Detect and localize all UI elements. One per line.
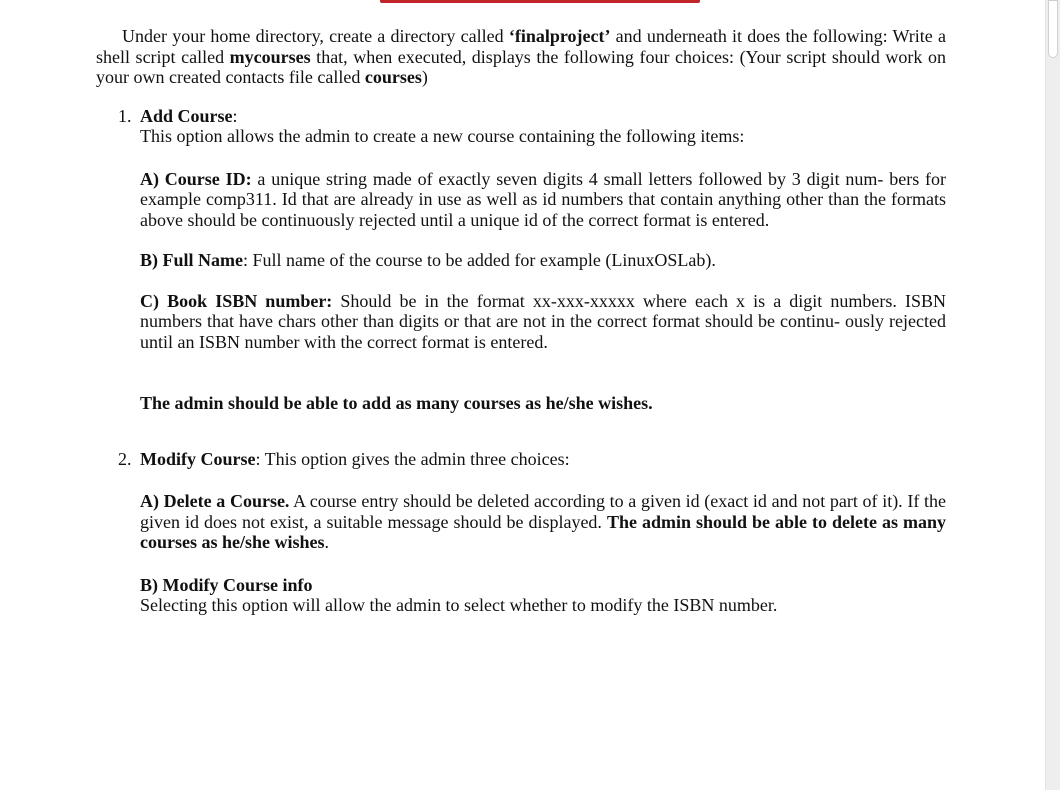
intro-paragraph bbox=[96, 26, 946, 88]
modify-info-heading bbox=[140, 575, 946, 596]
document-content bbox=[96, 26, 946, 616]
full-name-paragraph bbox=[140, 250, 946, 271]
delete-course-paragraph bbox=[140, 491, 946, 553]
list-item-modify-course bbox=[96, 449, 946, 616]
modify-course-heading bbox=[140, 449, 946, 470]
intro-text-3: that, when executed, displays the following four choices: (Your script should work on your own created contacts file called bbox=[96, 46, 946, 87]
scrollbar-thumb[interactable] bbox=[1048, 0, 1058, 58]
full-name-label: B) Full Name bbox=[140, 250, 243, 270]
top-accent-line bbox=[380, 0, 700, 3]
add-course-description: This option allows the admin to create a new course containing the following items: bbox=[140, 126, 745, 146]
list-number-1: 1. bbox=[118, 105, 132, 126]
delete-course-end: . bbox=[324, 532, 330, 552]
delete-course-bold-text: The admin should be able to delete as many courses as he/she wishes bbox=[140, 511, 946, 552]
file-name: courses bbox=[364, 67, 422, 87]
isbn-label: C) Book ISBN number: bbox=[140, 290, 333, 311]
delete-course-label: A) Delete a Course. bbox=[140, 491, 290, 511]
vertical-scrollbar[interactable] bbox=[1045, 0, 1060, 790]
modify-info-text: Selecting this option will allow the admin to select whether to modify the ISBN number. bbox=[140, 595, 778, 615]
intro-text-2: and underneath it does the following: Write a shell script called bbox=[96, 26, 946, 67]
modify-info-label: B) Modify Course info bbox=[140, 574, 313, 595]
modify-course-title-suffix: : This option gives the admin three choices: bbox=[255, 448, 570, 469]
intro-text-4: ) bbox=[421, 67, 428, 87]
course-id-text: a unique string made of exactly seven digits 4 small letters followed by 3 digit num- bers for example comp311. Id that are already in use as well as id numbers that contain anything other than the formats above should be continuously rejected until a unique id of the correct format is entered. bbox=[140, 168, 947, 230]
modify-course-title: Modify Course bbox=[140, 448, 256, 469]
add-course-heading bbox=[140, 106, 946, 127]
list-number-2: 2. bbox=[118, 448, 132, 469]
isbn-text: Should be in the format xx-xxx-xxxxx where each x is a digit numbers. ISBN numbers that have chars other than digits or that are not in the correct format should be continu- ously rejected until an ISBN number with the correct format is entered. bbox=[140, 290, 946, 352]
add-course-note bbox=[140, 393, 946, 414]
full-name-text: : Full name of the course to be added for example (LinuxOSLab). bbox=[243, 250, 716, 270]
intro-text-1: Under your home directory, create a directory called bbox=[122, 26, 509, 46]
isbn-paragraph bbox=[140, 291, 946, 353]
delete-course-text: A course entry should be deleted according to a given id (exact id and not part of it). If the given id does not exist, a suitable message should be displayed. bbox=[140, 491, 946, 532]
add-course-note-text: The admin should be able to add as many courses as he/she wishes. bbox=[140, 393, 653, 413]
add-course-title-suffix: : bbox=[232, 105, 238, 126]
course-id-paragraph bbox=[140, 169, 946, 231]
add-course-title: Add Course bbox=[140, 105, 233, 126]
list-item-add-course bbox=[96, 106, 946, 414]
directory-name: ‘finalproject’ bbox=[508, 26, 611, 46]
script-name: mycourses bbox=[229, 46, 311, 67]
course-id-label: A) Course ID: bbox=[140, 168, 252, 189]
